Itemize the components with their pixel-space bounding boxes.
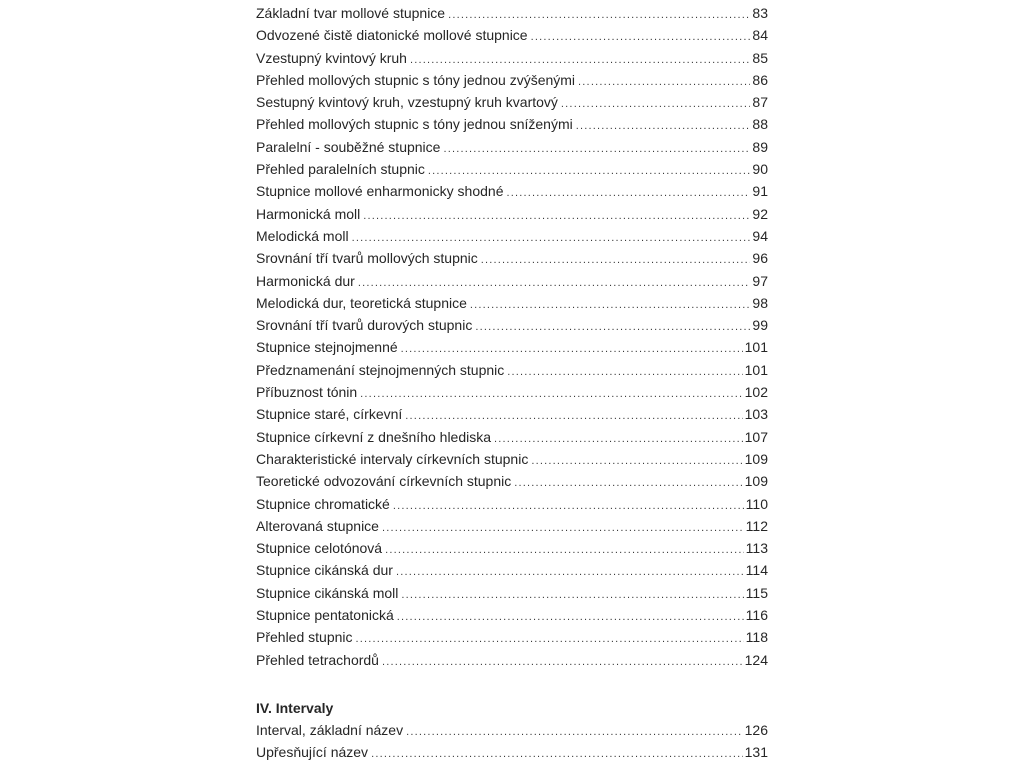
toc-entry-page-number: 131 — [744, 744, 768, 761]
toc-entry-title: Interval, základní název — [256, 721, 404, 738]
toc-entry — [256, 158, 768, 180]
dot-leader — [406, 721, 743, 743]
toc-entry — [256, 381, 768, 403]
toc-entry-page-number: 92 — [752, 205, 768, 222]
toc-entry-title: Odvozené čistě diatonické mollové stupnice — [256, 27, 528, 44]
toc-entry-page-number: 116 — [745, 607, 768, 624]
toc-entry-title: Alterovaná stupnice — [256, 517, 379, 534]
toc-entry-page-number: 96 — [752, 250, 768, 267]
toc-entry-page-number: 112 — [745, 517, 768, 534]
toc-entry — [256, 741, 768, 763]
toc-entry — [256, 359, 768, 381]
toc-entry-title: Stupnice chromatické — [256, 495, 390, 512]
toc-entry — [256, 604, 768, 626]
toc-entry-title: Stupnice cikánská moll — [256, 584, 399, 601]
dot-leader — [371, 743, 743, 765]
toc-entry — [256, 47, 768, 69]
toc-entry — [256, 470, 768, 492]
toc-entry — [256, 537, 768, 559]
table-of-contents — [256, 2, 768, 764]
toc-entry — [256, 247, 768, 269]
section-entry-list — [256, 719, 768, 764]
toc-entry-title: Přehled paralelních stupnic — [256, 161, 425, 178]
toc-entry-page-number: 118 — [745, 629, 768, 646]
dot-leader — [393, 495, 744, 517]
toc-entry-title: Stupnice mollové enharmonicky shodné — [256, 183, 504, 200]
toc-entry-page-number: 102 — [744, 384, 768, 401]
toc-entry-title: Paralelní - souběžné stupnice — [256, 138, 441, 155]
dot-leader — [507, 361, 742, 383]
toc-entry-title: Přehled tetrachordů — [256, 651, 379, 668]
dot-leader — [531, 26, 751, 48]
toc-entry-page-number: 91 — [752, 183, 768, 200]
dot-leader — [401, 584, 743, 606]
dot-leader — [576, 115, 751, 137]
dot-leader — [360, 383, 742, 405]
toc-entry — [256, 336, 768, 358]
dot-leader — [356, 628, 744, 650]
toc-entry — [256, 113, 768, 135]
dot-leader — [396, 561, 744, 583]
toc-entry-page-number: 124 — [744, 651, 768, 668]
toc-entry — [256, 69, 768, 91]
toc-entry-page-number: 83 — [752, 5, 768, 21]
toc-entry-title: Harmonická moll — [256, 205, 361, 222]
toc-entry — [256, 448, 768, 470]
toc-entry — [256, 515, 768, 537]
toc-entry — [256, 493, 768, 515]
toc-entry — [256, 270, 768, 292]
toc-entry-title: Základní tvar mollové stupnice — [256, 5, 446, 21]
dot-leader — [401, 338, 743, 360]
toc-entry-page-number: 94 — [752, 227, 768, 244]
toc-entry — [256, 582, 768, 604]
toc-entry-title: Stupnice cikánská dur — [256, 562, 393, 579]
toc-entry-title: Přehled stupnic — [256, 629, 353, 646]
dot-leader — [363, 205, 750, 227]
toc-entry-page-number: 115 — [745, 584, 768, 601]
toc-entry — [256, 203, 768, 225]
toc-entry-list — [256, 2, 768, 671]
toc-entry-page-number: 88 — [752, 116, 768, 133]
toc-entry-page-number: 109 — [744, 450, 768, 467]
toc-entry — [256, 719, 768, 741]
toc-entry-title: Vzestupný kvintový kruh — [256, 49, 407, 66]
toc-entry — [256, 225, 768, 247]
toc-entry-title: Přehled mollových stupnic s tóny jednou sníženými — [256, 116, 573, 133]
toc-entry — [256, 649, 768, 671]
toc-entry-title: Srovnání tří tvarů mollových stupnic — [256, 250, 478, 267]
dot-leader — [352, 227, 751, 249]
toc-entry-page-number: 101 — [744, 339, 768, 356]
toc-entry-title: Stupnice pentatonická — [256, 607, 394, 624]
toc-entry — [256, 24, 768, 46]
section-heading: IV. Intervaly — [256, 699, 334, 716]
toc-entry-page-number: 109 — [744, 473, 768, 490]
toc-entry-title: Melodická moll — [256, 227, 349, 244]
toc-entry-page-number: 101 — [744, 361, 768, 378]
toc-entry — [256, 626, 768, 648]
toc-entry-title: Stupnice církevní z dnešního hlediska — [256, 428, 492, 445]
toc-entry-page-number: 103 — [744, 406, 768, 423]
toc-entry-page-number: 97 — [752, 272, 768, 289]
dot-leader — [506, 182, 750, 204]
toc-entry-page-number: 86 — [752, 71, 768, 88]
dot-leader — [382, 517, 744, 539]
dot-leader — [514, 472, 742, 494]
dot-leader — [443, 138, 750, 160]
dot-leader — [358, 272, 751, 294]
toc-entry — [256, 2, 768, 24]
toc-entry-title: Předznamenání stejnojmenných stupnic — [256, 361, 505, 378]
toc-entry — [256, 91, 768, 113]
toc-entry-title: Přehled mollových stupnic s tóny jednou zvýšenými — [256, 71, 576, 88]
toc-entry-page-number: 110 — [745, 495, 768, 512]
dot-leader — [405, 405, 742, 427]
toc-entry-page-number: 89 — [752, 138, 768, 155]
toc-entry-title: Teoretické odvozování církevních stupnic — [256, 473, 512, 490]
toc-entry-page-number: 107 — [744, 428, 768, 445]
toc-entry — [256, 136, 768, 158]
dot-leader — [397, 606, 744, 628]
dot-leader — [448, 4, 750, 26]
dot-leader — [475, 316, 750, 338]
toc-entry-page-number: 84 — [752, 27, 768, 44]
toc-entry-title: Upřesňující název — [256, 744, 369, 761]
toc-entry-page-number: 113 — [745, 540, 768, 557]
toc-entry-title: Srovnání tří tvarů durových stupnic — [256, 317, 473, 334]
dot-leader — [531, 450, 742, 472]
dot-leader — [494, 428, 743, 450]
toc-entry — [256, 403, 768, 425]
toc-entry-title: Melodická dur, teoretická stupnice — [256, 294, 467, 311]
dot-leader — [578, 71, 750, 93]
toc-entry-page-number: 87 — [752, 94, 768, 111]
toc-entry — [256, 180, 768, 202]
toc-entry — [256, 292, 768, 314]
dot-leader — [481, 249, 751, 271]
toc-entry-page-number: 85 — [752, 49, 768, 66]
dot-leader — [410, 49, 750, 71]
toc-entry-title: Příbuznost tónin — [256, 384, 358, 401]
toc-entry-page-number: 90 — [752, 161, 768, 178]
toc-entry-page-number: 114 — [745, 562, 768, 579]
toc-entry-title: Charakteristické intervaly církevních stupnic — [256, 450, 529, 467]
toc-entry-page-number: 98 — [752, 294, 768, 311]
dot-leader — [470, 294, 751, 316]
toc-entry — [256, 426, 768, 448]
toc-entry-page-number: 99 — [752, 317, 768, 334]
dot-leader — [428, 160, 751, 182]
toc-entry — [256, 314, 768, 336]
dot-leader — [382, 651, 743, 673]
toc-entry-title: Stupnice staré, církevní — [256, 406, 403, 423]
dot-leader — [561, 93, 751, 115]
toc-entry-title: Stupnice stejnojmenné — [256, 339, 398, 356]
toc-entry — [256, 559, 768, 581]
toc-entry-page-number: 126 — [744, 721, 768, 738]
toc-entry-title: Stupnice celotónová — [256, 540, 383, 557]
dot-leader — [385, 539, 744, 561]
toc-entry-title: Sestupný kvintový kruh, vzestupný kruh kvartový — [256, 94, 558, 111]
toc-entry-title: Harmonická dur — [256, 272, 355, 289]
